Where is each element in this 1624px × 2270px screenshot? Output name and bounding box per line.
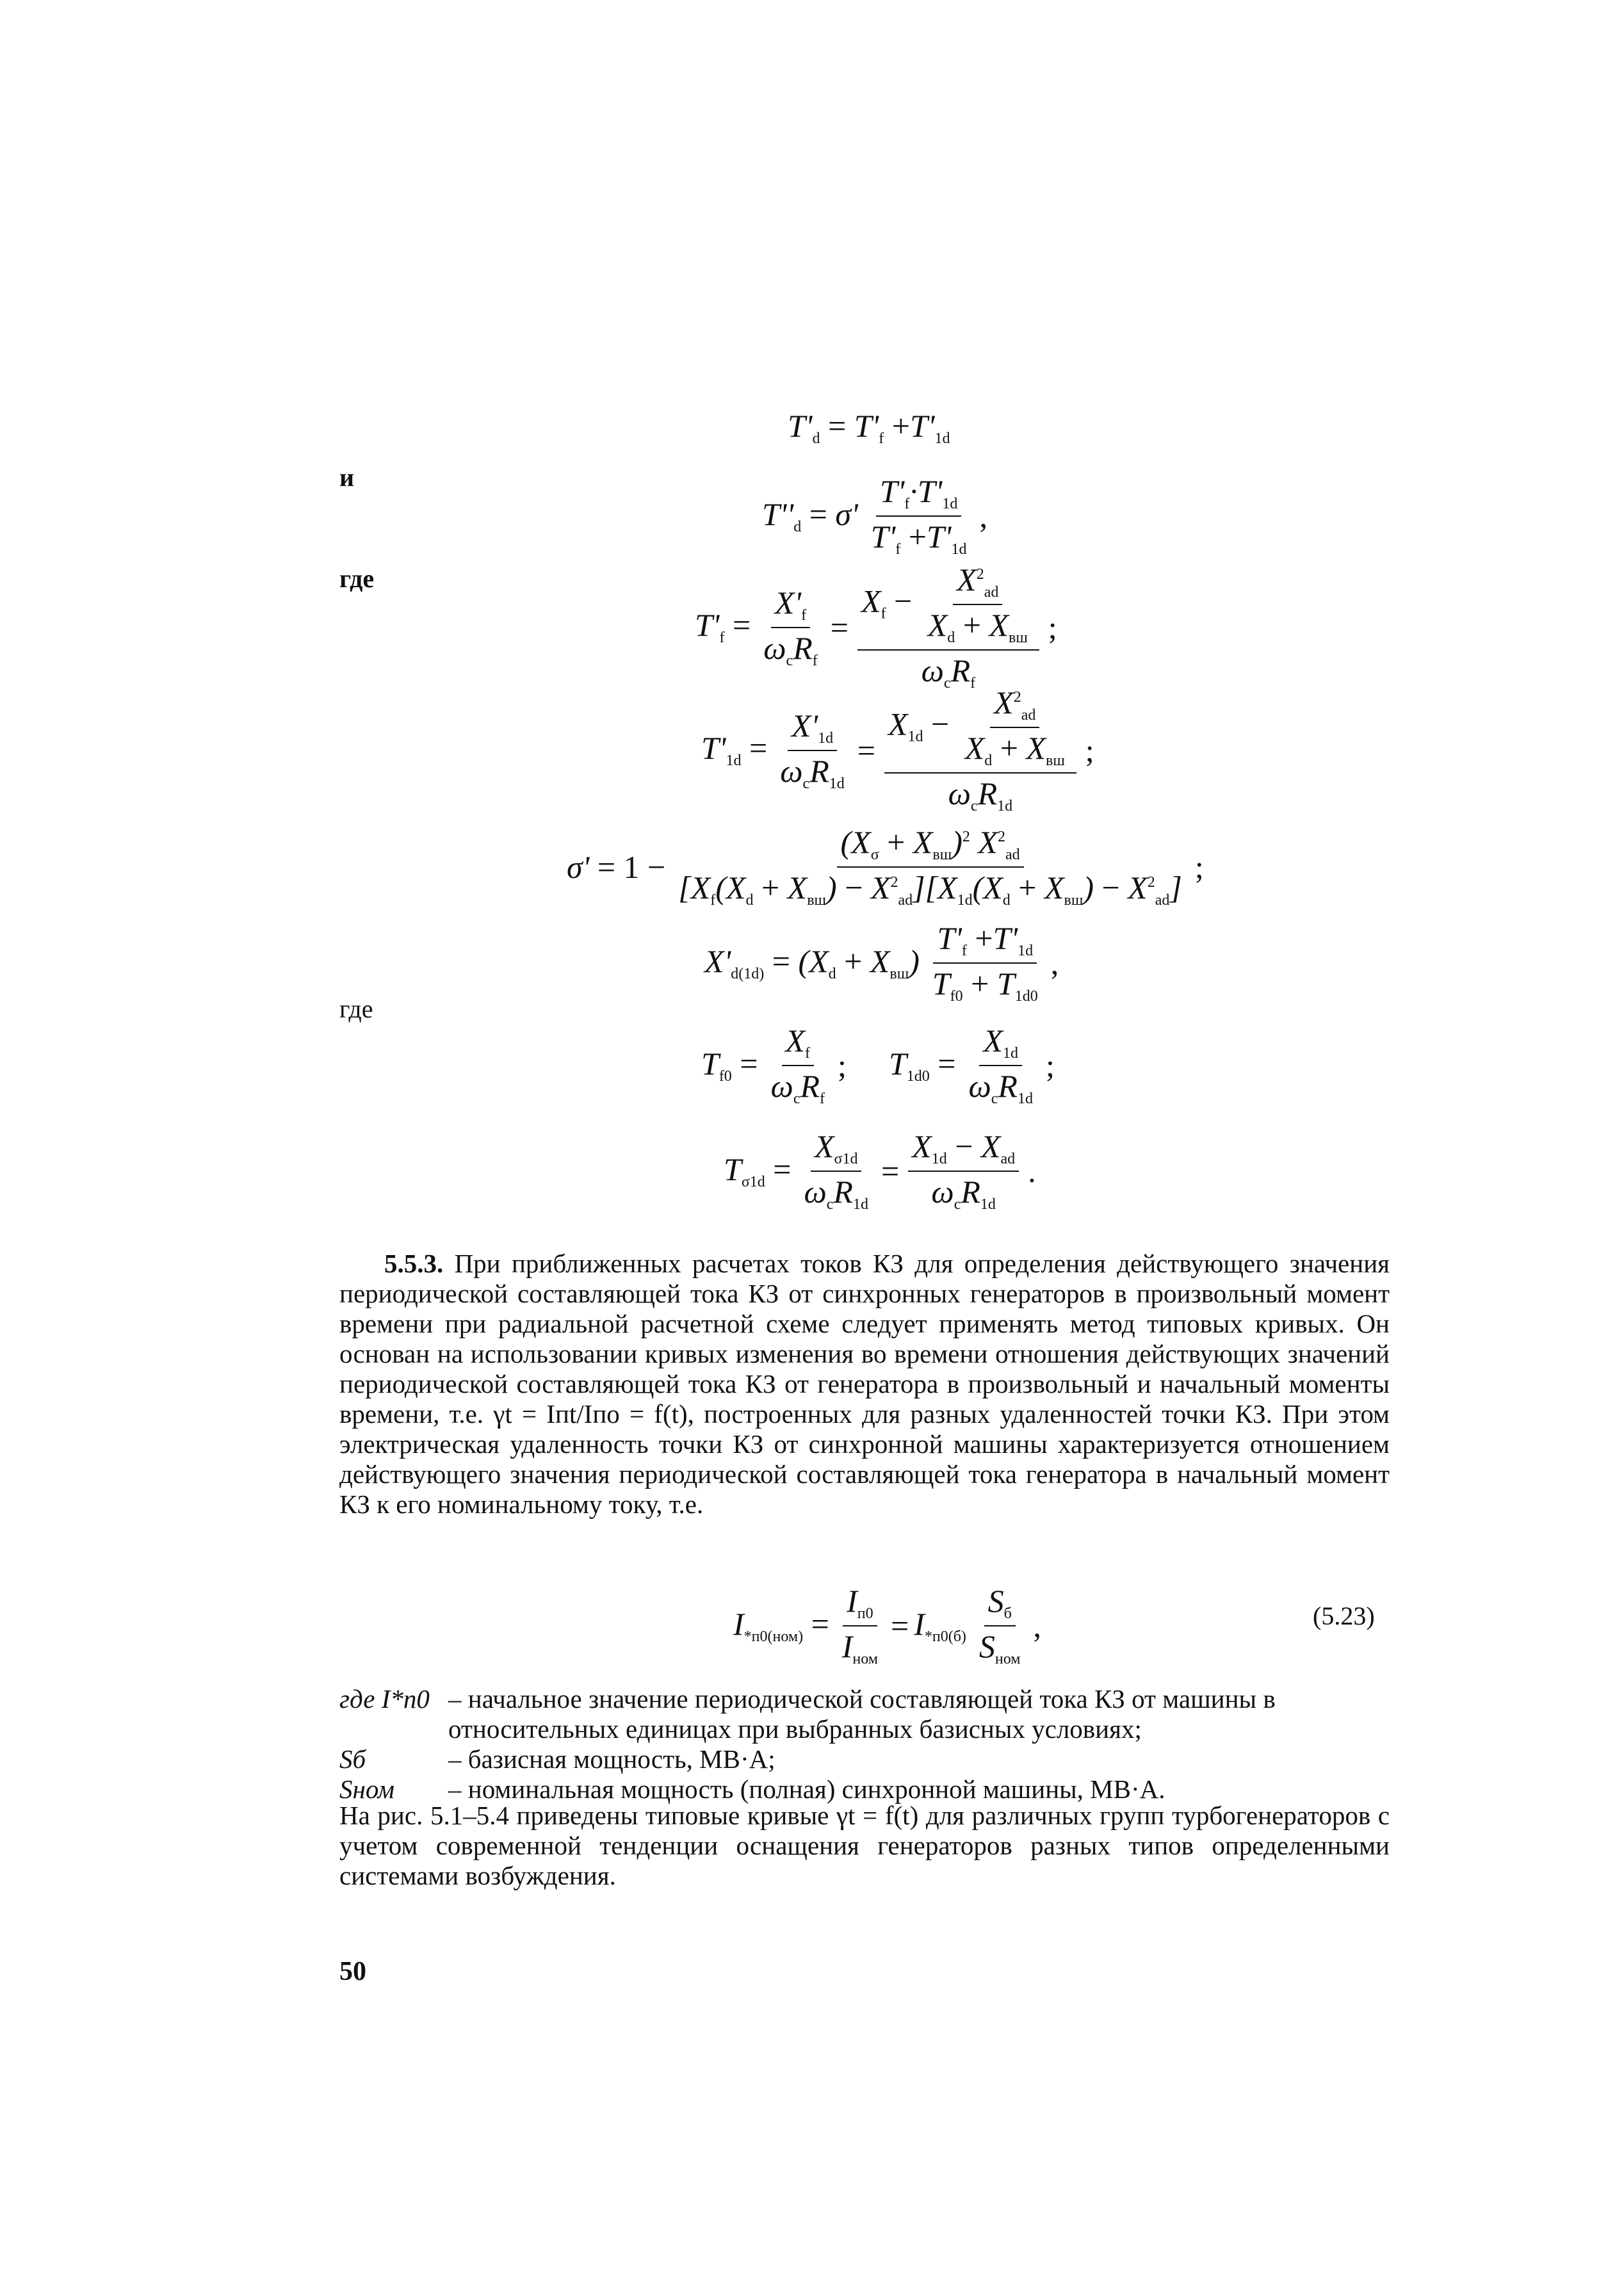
formula-x-d1d: $X'_{d(1d)} = (X_d + X_{вш})$ $\frac{T'_f +T'_{1d}}{T_{f0} + T_{1d0}}$ ,: [704, 920, 1059, 1005]
closing-paragraph: [339, 1801, 1390, 1891]
formula-t2-d: $T''_d = \sigma'$ $\frac{T'_f\cdot T'_{1d}}{T'_f +T'_{1d}}$ ,: [762, 473, 987, 558]
definition-text: – базисная мощность, МВ·А;: [448, 1744, 775, 1774]
formula-t-f0-t-1d0: $T_{f0}$ = $\frac{X_f}{\omega_cR_f}$ ; $T_{1d0}$ = $\frac{X_{1d}}{\omega_cR_{1d}}$ ;: [701, 1023, 1055, 1107]
equation-number: (5.23): [1313, 1601, 1375, 1630]
definition-symbol: где I*п0: [339, 1684, 430, 1714]
definition-text: – начальное значение периодической составляющей тока КЗ от машины в относительных единицах при выбранных базисных условиях;: [448, 1684, 1276, 1744]
section-paragraph: [339, 1249, 1390, 1520]
formula-t-d: $T'_d = T'_f +T'_{1d}$: [788, 408, 950, 447]
definition-symbol: Sб: [339, 1744, 366, 1774]
formula-t-f: $T'_f$ = $\frac{X'_f}{\omega_cR_f}$ = $X_f$ − $\frac{X^2_{ad}}{X_d + X_{вш}}$ $\omega_cR_f$ ;: [695, 562, 1057, 692]
formula-t-sigma-1d: $T_{\sigma 1d}$ = $\frac{X_{\sigma 1d}}{\omega_cR_{1d}}$ = $\frac{X_{1d} - X_{ad}}{\omega_cR_{1d}}$ .: [724, 1128, 1036, 1213]
closing-text: На рис. 5.1–5.4 приведены типовые кривые γt = f(t) для различных групп турбогенераторов с учетом современной тенденции оснащения генераторов разных типов определенными системами возбуждения.: [339, 1801, 1390, 1890]
label-gde-1: где: [339, 564, 375, 593]
label-i: и: [339, 463, 355, 492]
page-number: 50: [339, 1957, 366, 1986]
formula-sigma: σ' = 1 − $\frac{(X_\sigma + X_{вш})^2 X^2_{ad}}{[X_f(X_d + X_{вш}) - X^2_{ad}][X_{1d}(X_d + X_{вш}) - X^2_{ad}]}$ ;: [567, 824, 1204, 909]
label-gde-2: где: [339, 994, 373, 1023]
formula-5-23: $I_{*п0(ном)}$ = $\frac{I_{п0}}{I_{ном}}$ = $I_{*п0(б)}$ $\frac{S_б}{S_{ном}}$ ,: [733, 1583, 1041, 1667]
section-number: 5.5.3.: [384, 1249, 444, 1278]
formula-t-1d: $T'_{1d}$ = $\frac{X'_{1d}}{\omega_cR_{1d}}$ = $X_{1d}$ − $\frac{X^2_{ad}}{X_d + X_{вш}}$ $\omega_cR_{1d}$ ;: [701, 685, 1094, 815]
definition-symbol: Sном: [339, 1774, 394, 1804]
definition-text: – номинальная мощность (полная) синхронной машины, МВ·А.: [448, 1774, 1165, 1804]
definitions-block: [339, 1684, 1390, 1804]
section-text: При приближенных расчетах токов КЗ для определения действующего значения периодической составляющей тока КЗ от синхронных генераторов в произвольный момент времени при радиальной расчетной схеме следует применять метод типовых кривых. Он основан на использовании кривых изменения во времени отношения действующих значений периодической составляющей тока КЗ от генератора в произвольный и начальный моменты времени, т.е. γt = Iпt/Iпо = f(t), построенных для разных удаленностей точки КЗ. При этом электрическая удаленность точки КЗ от синхронной машины характеризуется отношением действующего значения периодической составляющей тока генератора в начальный момент КЗ к его номинальному току, т.е.: [339, 1249, 1390, 1519]
